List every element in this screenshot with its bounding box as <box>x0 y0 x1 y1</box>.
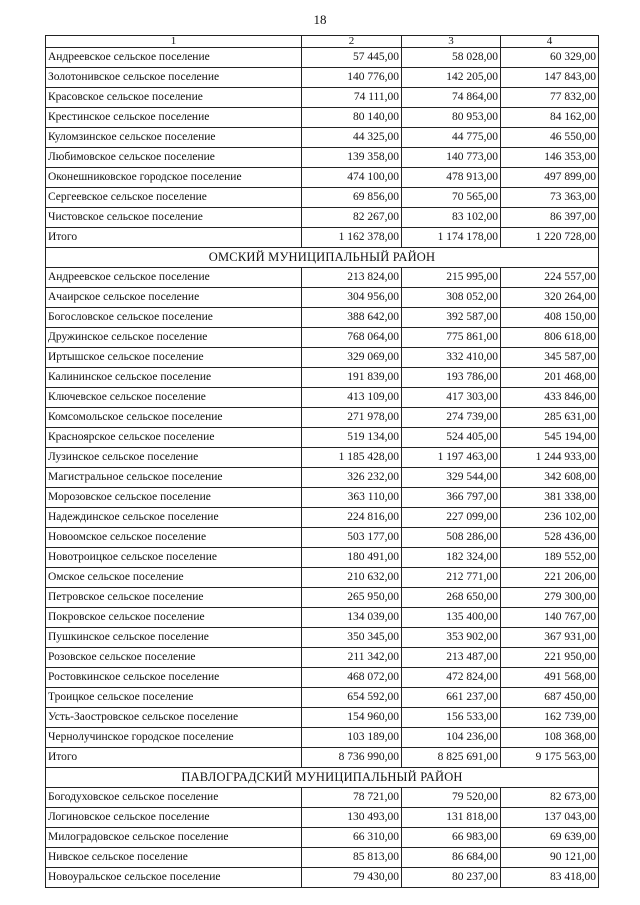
column-header-row <box>46 36 599 48</box>
settlement-name-cell: Богодуховское сельское поселение <box>46 788 302 808</box>
value-col4-cell: 73 363,00 <box>501 188 599 208</box>
value-col3-cell: 472 824,00 <box>402 668 501 688</box>
value-col4-cell: 60 329,00 <box>501 48 599 68</box>
settlement-name-cell: Милоградовское сельское поселение <box>46 828 302 848</box>
value-col3-cell: 74 864,00 <box>402 88 501 108</box>
settlement-name-cell: Петровское сельское поселение <box>46 588 302 608</box>
value-col4-cell: 82 673,00 <box>501 788 599 808</box>
value-col2-cell: 1 162 378,00 <box>302 228 402 248</box>
table-body <box>46 36 599 888</box>
value-col2-cell: 211 342,00 <box>302 648 402 668</box>
table-row <box>46 308 599 328</box>
table-row <box>46 548 599 568</box>
value-col2-cell: 140 776,00 <box>302 68 402 88</box>
settlement-name-cell: Куломзинское сельское поселение <box>46 128 302 148</box>
section-title: ПАВЛОГРАДСКИЙ МУНИЦИПАЛЬНЫЙ РАЙОН <box>46 768 599 788</box>
table-row <box>46 468 599 488</box>
value-col3-cell: 329 544,00 <box>402 468 501 488</box>
value-col3-cell: 508 286,00 <box>402 528 501 548</box>
value-col2-cell: 154 960,00 <box>302 708 402 728</box>
value-col2-cell: 413 109,00 <box>302 388 402 408</box>
value-col3-cell: 70 565,00 <box>402 188 501 208</box>
table-row <box>46 728 599 748</box>
value-col2-cell: 271 978,00 <box>302 408 402 428</box>
value-col3-cell: 417 303,00 <box>402 388 501 408</box>
value-col4-cell: 381 338,00 <box>501 488 599 508</box>
value-col2-cell: 304 956,00 <box>302 288 402 308</box>
table-row <box>46 108 599 128</box>
value-col4-cell: 545 194,00 <box>501 428 599 448</box>
value-col4-cell: 236 102,00 <box>501 508 599 528</box>
value-col2-cell: 519 134,00 <box>302 428 402 448</box>
settlement-name-cell: Андреевское сельское поселение <box>46 268 302 288</box>
settlement-name-cell: Иртышское сельское поселение <box>46 348 302 368</box>
value-col4-cell: 687 450,00 <box>501 688 599 708</box>
value-col3-cell: 80 953,00 <box>402 108 501 128</box>
settlement-name-cell: Омское сельское поселение <box>46 568 302 588</box>
value-col4-cell: 162 739,00 <box>501 708 599 728</box>
value-col2-cell: 224 816,00 <box>302 508 402 528</box>
table-row <box>46 708 599 728</box>
value-col2-cell: 1 185 428,00 <box>302 448 402 468</box>
value-col4-cell: 189 552,00 <box>501 548 599 568</box>
table-row <box>46 288 599 308</box>
value-col4-cell: 285 631,00 <box>501 408 599 428</box>
column-header-4: 4 <box>501 36 599 48</box>
value-col2-cell: 468 072,00 <box>302 668 402 688</box>
settlement-name-cell: Любимовское сельское поселение <box>46 148 302 168</box>
value-col3-cell: 213 487,00 <box>402 648 501 668</box>
settlement-name-cell: Розовское сельское поселение <box>46 648 302 668</box>
value-col2-cell: 654 592,00 <box>302 688 402 708</box>
total-row <box>46 748 599 768</box>
settlement-name-cell: Оконешниковское городское поселение <box>46 168 302 188</box>
table-row <box>46 188 599 208</box>
value-col3-cell: 58 028,00 <box>402 48 501 68</box>
table-row <box>46 68 599 88</box>
table-row <box>46 788 599 808</box>
value-col2-cell: 8 736 990,00 <box>302 748 402 768</box>
value-col2-cell: 130 493,00 <box>302 808 402 828</box>
value-col2-cell: 80 140,00 <box>302 108 402 128</box>
value-col2-cell: 350 345,00 <box>302 628 402 648</box>
value-col4-cell: 140 767,00 <box>501 608 599 628</box>
value-col2-cell: 85 813,00 <box>302 848 402 868</box>
value-col3-cell: 366 797,00 <box>402 488 501 508</box>
settlement-name-cell: Новоомское сельское поселение <box>46 528 302 548</box>
value-col2-cell: 139 358,00 <box>302 148 402 168</box>
value-col3-cell: 227 099,00 <box>402 508 501 528</box>
value-col3-cell: 193 786,00 <box>402 368 501 388</box>
value-col4-cell: 108 368,00 <box>501 728 599 748</box>
settlement-name-cell: Морозовское сельское поселение <box>46 488 302 508</box>
value-col2-cell: 326 232,00 <box>302 468 402 488</box>
value-col2-cell: 503 177,00 <box>302 528 402 548</box>
value-col4-cell: 146 353,00 <box>501 148 599 168</box>
table-row <box>46 348 599 368</box>
value-col3-cell: 79 520,00 <box>402 788 501 808</box>
table-row <box>46 628 599 648</box>
table-row <box>46 368 599 388</box>
settlement-name-cell: Дружинское сельское поселение <box>46 328 302 348</box>
column-header-1: 1 <box>46 36 302 48</box>
value-col3-cell: 142 205,00 <box>402 68 501 88</box>
value-col4-cell: 224 557,00 <box>501 268 599 288</box>
table-row <box>46 688 599 708</box>
value-col4-cell: 77 832,00 <box>501 88 599 108</box>
table-row <box>46 428 599 448</box>
value-col4-cell: 84 162,00 <box>501 108 599 128</box>
budget-table <box>45 35 599 888</box>
settlement-name-cell: Красноярское сельское поселение <box>46 428 302 448</box>
total-row <box>46 228 599 248</box>
value-col3-cell: 80 237,00 <box>402 868 501 888</box>
settlement-name-cell: Итого <box>46 228 302 248</box>
section-title: ОМСКИЙ МУНИЦИПАЛЬНЫЙ РАЙОН <box>46 248 599 268</box>
value-col2-cell: 213 824,00 <box>302 268 402 288</box>
value-col4-cell: 367 931,00 <box>501 628 599 648</box>
table-row <box>46 208 599 228</box>
value-col4-cell: 345 587,00 <box>501 348 599 368</box>
value-col3-cell: 135 400,00 <box>402 608 501 628</box>
settlement-name-cell: Богословское сельское поселение <box>46 308 302 328</box>
value-col3-cell: 268 650,00 <box>402 588 501 608</box>
value-col4-cell: 491 568,00 <box>501 668 599 688</box>
value-col3-cell: 524 405,00 <box>402 428 501 448</box>
table-row <box>46 648 599 668</box>
value-col3-cell: 308 052,00 <box>402 288 501 308</box>
page-number: 18 <box>313 12 327 27</box>
settlement-name-cell: Чистовское сельское поселение <box>46 208 302 228</box>
table-row <box>46 328 599 348</box>
value-col4-cell: 90 121,00 <box>501 848 599 868</box>
value-col2-cell: 134 039,00 <box>302 608 402 628</box>
section-header-row <box>46 248 599 268</box>
value-col2-cell: 474 100,00 <box>302 168 402 188</box>
value-col3-cell: 1 197 463,00 <box>402 448 501 468</box>
value-col2-cell: 180 491,00 <box>302 548 402 568</box>
value-col4-cell: 201 468,00 <box>501 368 599 388</box>
settlement-name-cell: Надеждинское сельское поселение <box>46 508 302 528</box>
table-row <box>46 268 599 288</box>
value-col3-cell: 478 913,00 <box>402 168 501 188</box>
settlement-name-cell: Магистральное сельское поселение <box>46 468 302 488</box>
table-row <box>46 568 599 588</box>
table-row <box>46 408 599 428</box>
value-col2-cell: 79 430,00 <box>302 868 402 888</box>
value-col3-cell: 83 102,00 <box>402 208 501 228</box>
settlement-name-cell: Нивское сельское поселение <box>46 848 302 868</box>
table-row <box>46 508 599 528</box>
value-col2-cell: 388 642,00 <box>302 308 402 328</box>
value-col4-cell: 221 950,00 <box>501 648 599 668</box>
value-col4-cell: 86 397,00 <box>501 208 599 228</box>
value-col3-cell: 332 410,00 <box>402 348 501 368</box>
value-col3-cell: 353 902,00 <box>402 628 501 648</box>
value-col3-cell: 661 237,00 <box>402 688 501 708</box>
settlement-name-cell: Ключевское сельское поселение <box>46 388 302 408</box>
value-col3-cell: 44 775,00 <box>402 128 501 148</box>
settlement-name-cell: Новоуральское сельское поселение <box>46 868 302 888</box>
value-col2-cell: 103 189,00 <box>302 728 402 748</box>
settlement-name-cell: Покровское сельское поселение <box>46 608 302 628</box>
value-col4-cell: 497 899,00 <box>501 168 599 188</box>
value-col3-cell: 274 739,00 <box>402 408 501 428</box>
table-row <box>46 488 599 508</box>
value-col4-cell: 433 846,00 <box>501 388 599 408</box>
value-col2-cell: 78 721,00 <box>302 788 402 808</box>
settlement-name-cell: Пушкинское сельское поселение <box>46 628 302 648</box>
value-col3-cell: 104 236,00 <box>402 728 501 748</box>
settlement-name-cell: Логиновское сельское поселение <box>46 808 302 828</box>
settlement-name-cell: Усть-Заостровское сельское поселение <box>46 708 302 728</box>
value-col2-cell: 69 856,00 <box>302 188 402 208</box>
value-col3-cell: 182 324,00 <box>402 548 501 568</box>
value-col2-cell: 265 950,00 <box>302 588 402 608</box>
settlement-name-cell: Новотроицкое сельское поселение <box>46 548 302 568</box>
value-col4-cell: 46 550,00 <box>501 128 599 148</box>
value-col3-cell: 140 773,00 <box>402 148 501 168</box>
table-row <box>46 88 599 108</box>
value-col3-cell: 392 587,00 <box>402 308 501 328</box>
table-row <box>46 588 599 608</box>
value-col2-cell: 74 111,00 <box>302 88 402 108</box>
value-col4-cell: 408 150,00 <box>501 308 599 328</box>
value-col4-cell: 1 244 933,00 <box>501 448 599 468</box>
value-col2-cell: 57 445,00 <box>302 48 402 68</box>
table-row <box>46 148 599 168</box>
table-row <box>46 528 599 548</box>
value-col3-cell: 775 861,00 <box>402 328 501 348</box>
value-col2-cell: 66 310,00 <box>302 828 402 848</box>
settlement-name-cell: Золотонивское сельское поселение <box>46 68 302 88</box>
table-row <box>46 168 599 188</box>
value-col2-cell: 82 267,00 <box>302 208 402 228</box>
settlement-name-cell: Ачаирское сельское поселение <box>46 288 302 308</box>
value-col4-cell: 342 608,00 <box>501 468 599 488</box>
table-row <box>46 388 599 408</box>
value-col3-cell: 1 174 178,00 <box>402 228 501 248</box>
column-header-2: 2 <box>302 36 402 48</box>
table-row <box>46 808 599 828</box>
value-col4-cell: 221 206,00 <box>501 568 599 588</box>
value-col2-cell: 44 325,00 <box>302 128 402 148</box>
value-col4-cell: 83 418,00 <box>501 868 599 888</box>
value-col3-cell: 86 684,00 <box>402 848 501 868</box>
settlement-name-cell: Чернолучинское городское поселение <box>46 728 302 748</box>
value-col2-cell: 210 632,00 <box>302 568 402 588</box>
value-col4-cell: 9 175 563,00 <box>501 748 599 768</box>
value-col4-cell: 806 618,00 <box>501 328 599 348</box>
value-col4-cell: 1 220 728,00 <box>501 228 599 248</box>
value-col3-cell: 8 825 691,00 <box>402 748 501 768</box>
settlement-name-cell: Красовское сельское поселение <box>46 88 302 108</box>
value-col4-cell: 528 436,00 <box>501 528 599 548</box>
value-col4-cell: 137 043,00 <box>501 808 599 828</box>
table-row <box>46 828 599 848</box>
value-col2-cell: 768 064,00 <box>302 328 402 348</box>
value-col4-cell: 320 264,00 <box>501 288 599 308</box>
table-row <box>46 448 599 468</box>
value-col3-cell: 212 771,00 <box>402 568 501 588</box>
settlement-name-cell: Андреевское сельское поселение <box>46 48 302 68</box>
settlement-name-cell: Калининское сельское поселение <box>46 368 302 388</box>
table-row <box>46 668 599 688</box>
value-col3-cell: 131 818,00 <box>402 808 501 828</box>
value-col2-cell: 191 839,00 <box>302 368 402 388</box>
value-col3-cell: 156 533,00 <box>402 708 501 728</box>
value-col4-cell: 279 300,00 <box>501 588 599 608</box>
value-col3-cell: 66 983,00 <box>402 828 501 848</box>
section-header-row <box>46 768 599 788</box>
settlement-name-cell: Лузинское сельское поселение <box>46 448 302 468</box>
settlement-name-cell: Итого <box>46 748 302 768</box>
settlement-name-cell: Сергеевское сельское поселение <box>46 188 302 208</box>
table-row <box>46 48 599 68</box>
table-row <box>46 128 599 148</box>
value-col2-cell: 363 110,00 <box>302 488 402 508</box>
table-row <box>46 848 599 868</box>
settlement-name-cell: Крестинское сельское поселение <box>46 108 302 128</box>
settlement-name-cell: Троицкое сельское поселение <box>46 688 302 708</box>
settlement-name-cell: Ростовкинское сельское поселение <box>46 668 302 688</box>
table-row <box>46 608 599 628</box>
column-header-3: 3 <box>402 36 501 48</box>
value-col3-cell: 215 995,00 <box>402 268 501 288</box>
value-col4-cell: 69 639,00 <box>501 828 599 848</box>
settlement-name-cell: Комсомольское сельское поселение <box>46 408 302 428</box>
value-col2-cell: 329 069,00 <box>302 348 402 368</box>
value-col4-cell: 147 843,00 <box>501 68 599 88</box>
table-row <box>46 868 599 888</box>
